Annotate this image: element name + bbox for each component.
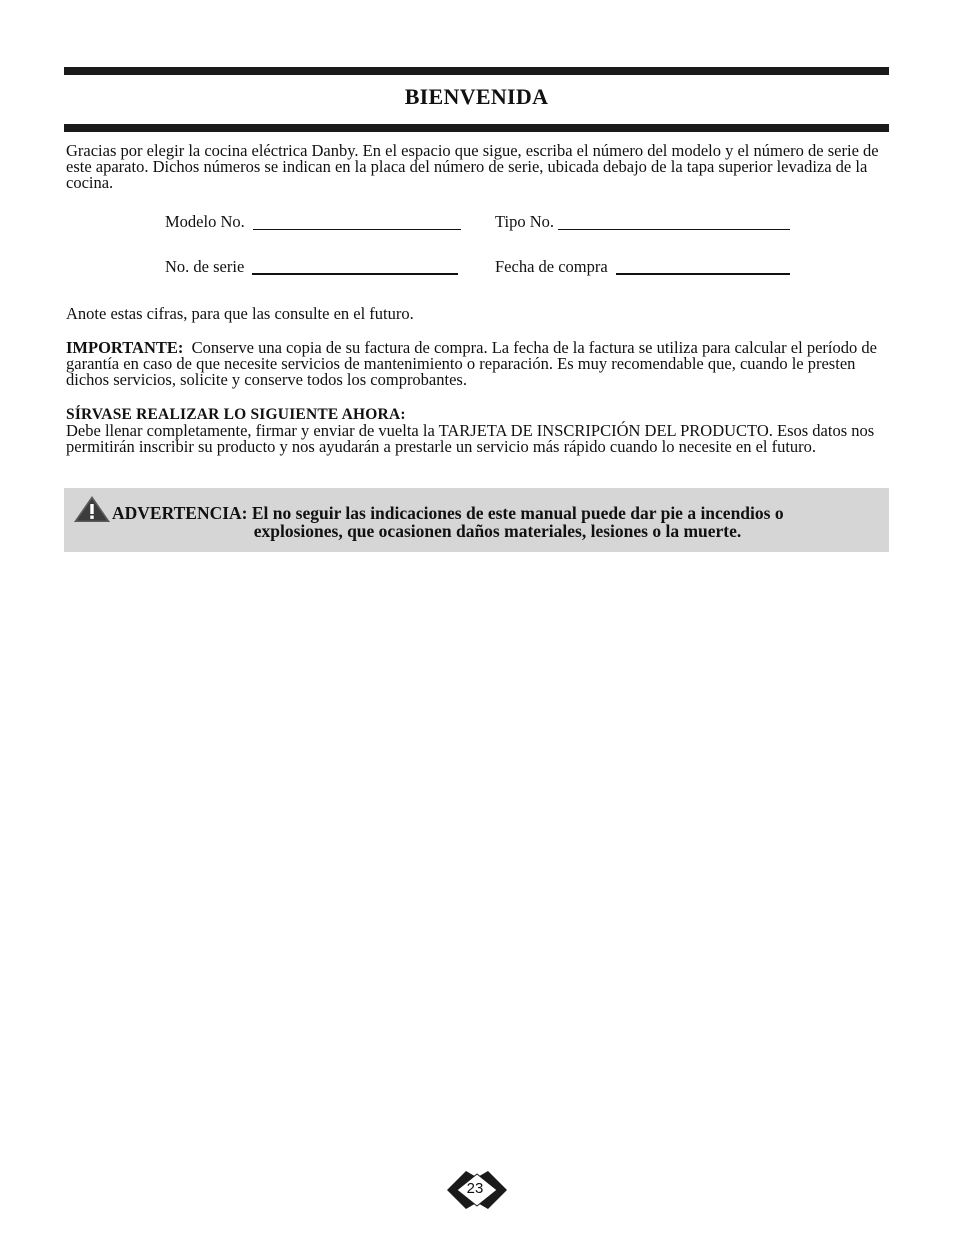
page-number: 23 [466,1180,484,1197]
type-number-field [495,212,790,232]
important-label: IMPORTANTE: [66,338,184,357]
serial-number-label: No. de serie [165,257,245,276]
purchase-date-label: Fecha de compra [495,257,608,276]
type-number-label: Tipo No. [495,212,554,231]
serial-number-field [165,257,458,277]
important-paragraph [66,340,888,388]
warning-triangle-icon [73,495,111,523]
action-text: Debe llenar completamente, firmar y enviar de vuelta la TARJETA DE INSCRIPCIÓN DEL PRODUCTO. Esos datos nos permitirán inscribir su producto y nos ayudarán a prestarle un servicio más rápido cuando lo necesite en el futuro. [66,421,875,456]
purchase-date-blank [616,272,790,275]
serial-number-blank [252,272,458,275]
warning-line-2: explosiones, que ocasionen daños materiales, lesiones o la muerte. [253,521,742,541]
important-text: Conserve una copia de su factura de compra. La fecha de la factura se utiliza para calcular el período de garantía en caso de que necesite servicios de mantenimiento o reparación. Es muy recomendable que, cuando le presten dichos servicios, solicite y conserve todos los comprobantes. [66,338,877,389]
model-number-label: Modelo No. [165,212,245,231]
note-paragraph: Anote estas cifras, para que las consulte en el futuro. [66,304,414,323]
top-rule [64,67,889,75]
type-number-blank [558,228,790,230]
title-underline-rule [64,124,889,132]
warning-box [64,488,889,552]
warning-line-1: ADVERTENCIA: El no seguir las indicaciones de este manual puede dar pie a incendios o [112,503,784,523]
intro-paragraph: Gracias por elegir la cocina eléctrica Danby. En el espacio que sigue, escriba el número del modelo y el número de serie de este aparato. Dichos números se indican en la placa del número de serie, ubicada debajo de la tapa superior levadiza de la cocina. [66,141,879,192]
action-section [66,407,888,455]
purchase-date-field [495,257,790,277]
action-heading: SÍRVASE REALIZAR LO SIGUIENTE AHORA: [66,406,406,423]
model-number-field [165,212,461,232]
model-number-blank [253,228,461,230]
warning-text [112,504,883,540]
page-title: BIENVENIDA [404,84,549,109]
